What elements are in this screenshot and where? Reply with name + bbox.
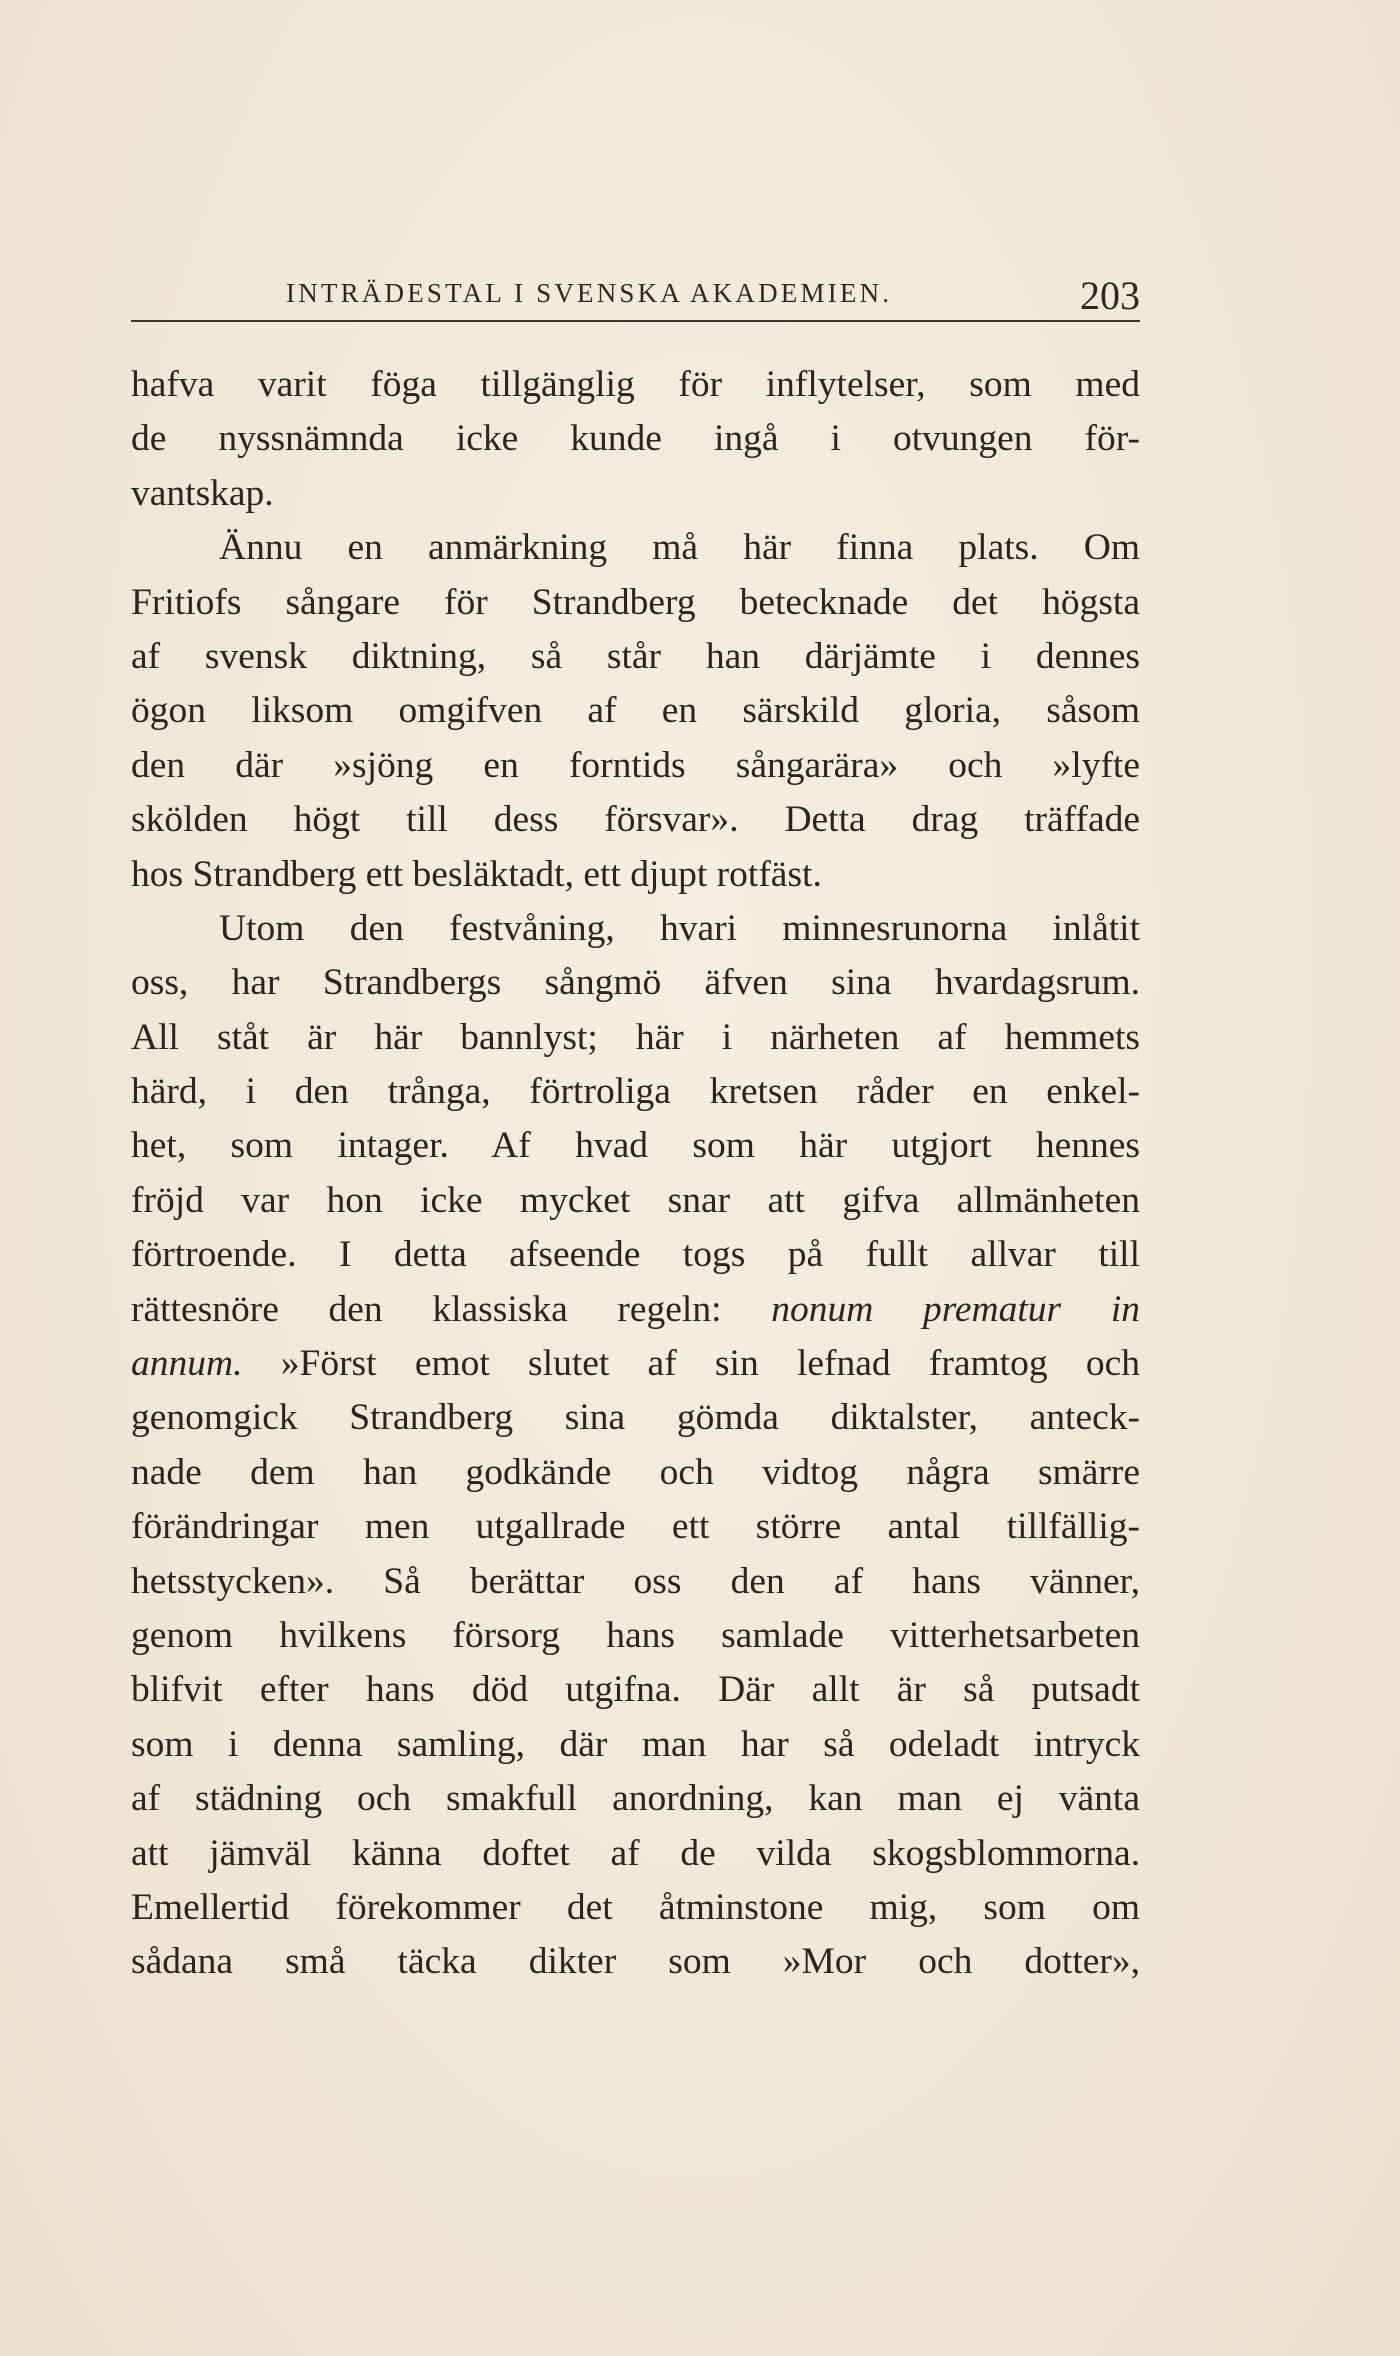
text-line: förtroende. I detta afseende togs på fullt allvar till xyxy=(131,1234,1140,1276)
text-line: härd, i den trånga, förtroliga kretsen råder en enkel- xyxy=(131,1071,1140,1113)
text-line: att jämväl känna doftet af de vilda skogsblommorna. xyxy=(131,1832,1140,1874)
text-line: genom hvilkens försorg hans samlade vitterhetsarbeten xyxy=(131,1614,1140,1656)
text-line: Fritiofs sångare för Strandberg betecknade det högsta xyxy=(131,581,1140,623)
text-line: het, som intager. Af hvad som här utgjort hennes xyxy=(131,1125,1140,1167)
text-line: den där »sjöng en forntids sångarära» och »lyfte xyxy=(131,744,1140,786)
text-line: blifvit efter hans död utgifna. Där allt är så putsadt xyxy=(131,1669,1140,1711)
text-line xyxy=(131,1337,1140,1391)
text-line: skölden högt till dess försvar». Detta drag träffade xyxy=(131,799,1140,841)
text-line: som i denna samling, där man har så odeladt intryck xyxy=(131,1723,1140,1765)
text-line: Emellertid förekommer det åtminstone mig, som om xyxy=(131,1886,1140,1928)
page-number: 203 xyxy=(1080,273,1140,318)
latin-quote-end: annum. xyxy=(131,1343,243,1385)
text-line: oss, har Strandbergs sångmö äfven sina hvardagsrum. xyxy=(131,962,1140,1004)
text-line: genomgick Strandberg sina gömda diktalster, anteck- xyxy=(131,1397,1140,1439)
text-line: hos Strandberg ett besläktadt, ett djupt rotfäst. xyxy=(131,853,822,895)
text-line: hafva varit föga tillgänglig för inflytelser, som med xyxy=(131,364,1140,405)
text-line: All ståt är här bannlyst; här i närheten af hemmets xyxy=(131,1016,1140,1058)
body-text xyxy=(131,358,1140,1990)
page-header xyxy=(131,272,1140,322)
text-line: fröjd var hon icke mycket snar att gifva allmänheten xyxy=(131,1179,1140,1221)
text-line-part: rättesnöre den klassiska regeln: xyxy=(131,1288,722,1330)
text-line: Utom den festvåning, hvari minnesrunorna inlåtit xyxy=(219,907,1140,949)
text-line: sådana små täcka dikter som »Mor och dotter», xyxy=(131,1941,1140,1983)
text-line: ögon liksom omgifven af en särskild gloria, såsom xyxy=(131,690,1140,732)
text-line: de nyssnämnda icke kunde ingå i otvungen för- xyxy=(131,418,1140,460)
text-line-part: »Först emot slutet af sin lefnad framtog och xyxy=(280,1343,1140,1385)
text-line: Ännu en anmärkning må här finna plats. Om xyxy=(219,527,1140,569)
latin-quote: nonum prematur in xyxy=(771,1288,1140,1330)
running-title: INTRÄDESTAL I SVENSKA AKADEMIEN. xyxy=(286,278,893,308)
text-line xyxy=(131,1283,1140,1337)
text-line: af städning och smakfull anordning, kan man ej vänta xyxy=(131,1778,1140,1820)
text-line: vantskap. xyxy=(131,472,274,514)
text-line: nade dem han godkände och vidtog några smärre xyxy=(131,1451,1140,1493)
text-line: hetsstycken». Så berättar oss den af hans vänner, xyxy=(131,1560,1140,1602)
text-line: förändringar men utgallrade ett större antal tillfällig- xyxy=(131,1506,1140,1548)
text-line: af svensk diktning, så står han därjämte i dennes xyxy=(131,635,1140,677)
